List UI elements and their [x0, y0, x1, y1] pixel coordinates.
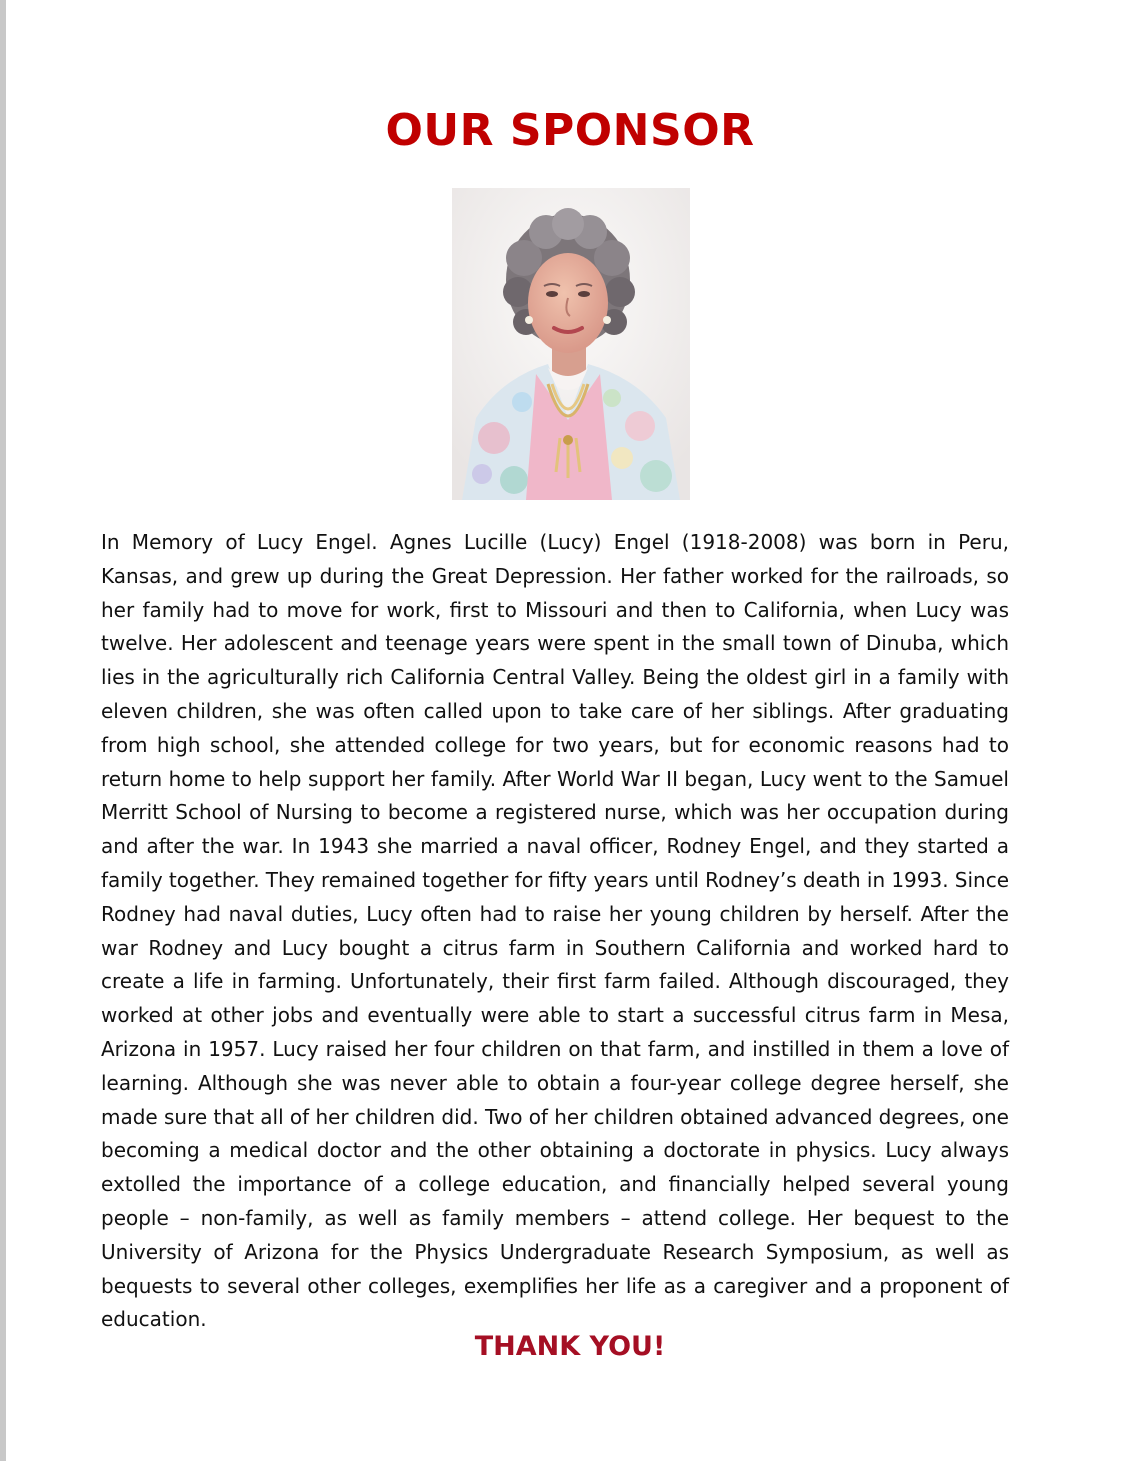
- page-title: OUR SPONSOR: [385, 105, 755, 156]
- memorial-paragraph: In Memory of Lucy Engel. Agnes Lucille (Lucy) Engel (1918-2008) was born in Peru, Kansas, and grew up during the Great Depression. Her father worked for the railroads, so her family had to move for work, first to Missouri and then to California, when Lucy was twelve. Her adolescent and teenage years were spent in the small town of Dinuba, which lies in the agriculturally rich California Central Valley. Being the oldest girl in a family with eleven children, she was often called upon to take care of her siblings. After graduating from high school, she attended college for two years, but for economic reasons had to return home to help support her family. After World War II began, Lucy went to the Samuel Merritt School of Nursing to become a registered nurse, which was her occupation during and after the war. In 1943 she married a naval officer, Rodney Engel, and they started a family together. They remained together for fifty years until Rodney’s death in 1993. Since Rodney had naval duties, Lucy often had to raise her young children by herself. After the war Rodney and Lucy bought a citrus farm in Southern California and worked hard to create a life in farming. Unfortunately, their first farm failed. Although discouraged, they worked at other jobs and eventually were able to start a successful citrus farm in Mesa, Arizona in 1957. Lucy raised her four children on that farm, and instilled in them a love of learning. Although she was never able to obtain a four-year college degree herself, she made sure that all of her children did. Two of her children obtained advanced degrees, one becoming a medical doctor and the other obtaining a doctorate in physics. Lucy always extolled the importance of a college education, and financially helped several young people – non-family, as well as family members – attend college. Her bequest to the University of Arizona for the Physics Undergraduate Research Symposium, as well as bequests to several other colleges, exemplifies her life as a caregiver and a proponent of education.: [101, 530, 1009, 1332]
- closing-thank-you: THANK YOU!: [474, 1331, 666, 1362]
- sponsor-portrait-photo: [452, 188, 690, 500]
